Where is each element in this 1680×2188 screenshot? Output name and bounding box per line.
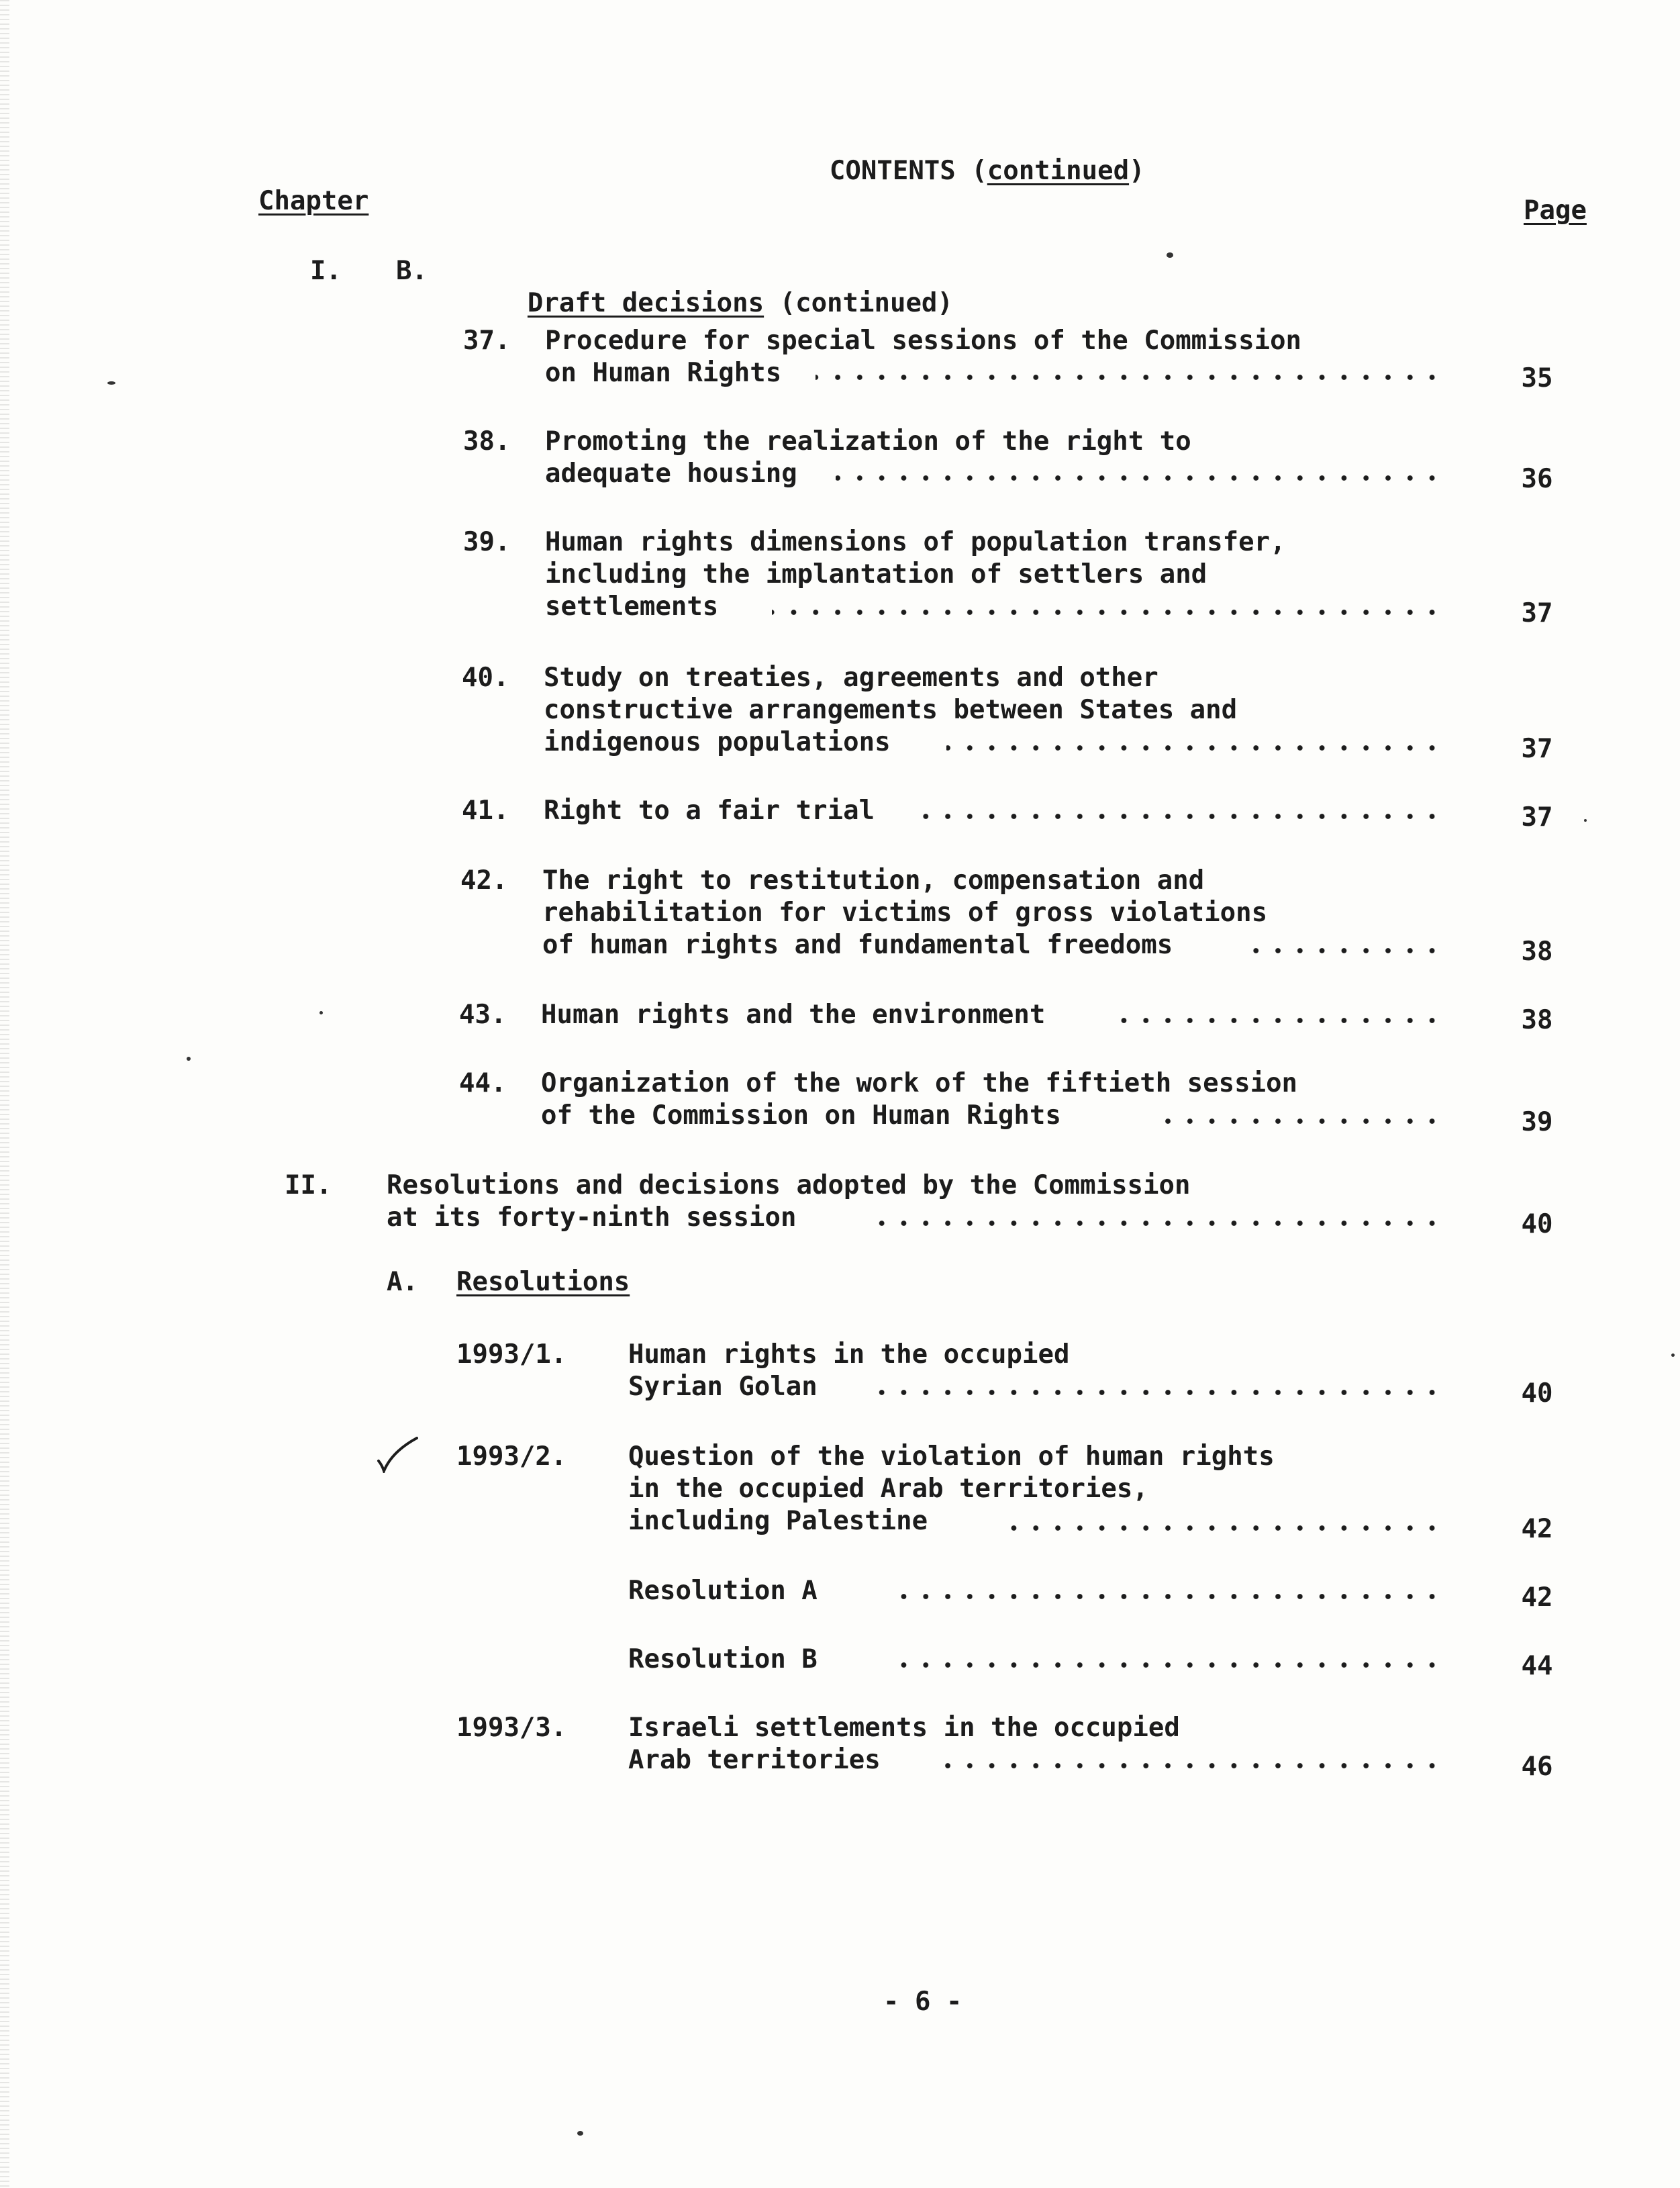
- dot-leader: [1161, 1114, 1443, 1128]
- entry-title-line: Human rights dimensions of population transfer,: [545, 527, 1286, 557]
- entry-title-line: Study on treaties, agreements and other: [544, 663, 1158, 693]
- chapter-two-page-number: 40: [1521, 1209, 1553, 1239]
- scan-speck: [1584, 819, 1587, 822]
- resolution-page-number: 40: [1521, 1378, 1553, 1409]
- entry-number: 40.: [462, 663, 509, 693]
- entry-number: 37.: [463, 326, 511, 356]
- scan-edge-noise: [0, 0, 9, 2188]
- resolution-title-line: Syrian Golan: [628, 1372, 818, 1402]
- entry-page-number: 36: [1521, 464, 1553, 494]
- dot-leader: [940, 1759, 1443, 1772]
- entry-number: 41.: [462, 796, 509, 826]
- page-title: [767, 123, 1145, 220]
- entry-title-line: constructive arrangements between States and: [544, 695, 1238, 725]
- entry-title-line: Procedure for special sessions of the Commission: [545, 326, 1302, 356]
- chapter-two-roman: II.: [285, 1170, 332, 1200]
- entry-title-line: The right to restitution, compensation and: [542, 865, 1205, 896]
- resolution-number: 1993/3.: [456, 1713, 567, 1743]
- chapter-one-roman: I.: [310, 256, 342, 286]
- title-continued: continued: [987, 156, 1130, 186]
- entry-page-number: 38: [1521, 937, 1553, 967]
- resolutions-section-letter: A.: [387, 1267, 418, 1297]
- scan-speck: [1167, 252, 1173, 258]
- draft-decisions-heading: Draft decisions: [527, 288, 764, 318]
- page-column-label: Page: [1524, 195, 1587, 226]
- resolution-page-number: 42: [1521, 1582, 1553, 1613]
- dot-leader: [946, 741, 1443, 755]
- dot-leader: [866, 1386, 1443, 1399]
- resolution-title-line: Resolution A: [628, 1576, 818, 1606]
- scan-speck: [107, 381, 115, 385]
- dot-leader: [816, 371, 1443, 384]
- entry-title-line: Human rights and the environment: [541, 1000, 1046, 1030]
- entry-title-line: rehabilitation for victims of gross violations: [542, 898, 1268, 928]
- title-prefix: CONTENTS (: [829, 156, 987, 186]
- entry-number: 39.: [463, 527, 511, 557]
- handwritten-check-mark: [376, 1435, 419, 1473]
- resolution-page-number: 46: [1521, 1752, 1553, 1782]
- dot-leader: [920, 810, 1443, 823]
- dot-leader: [899, 1590, 1443, 1603]
- draft-decisions-continued: (continued): [779, 288, 953, 318]
- entry-title-line: indigenous populations: [544, 727, 891, 757]
- entry-title-line: settlements: [545, 591, 719, 622]
- resolution-number: 1993/2.: [456, 1441, 567, 1472]
- dot-leader: [1114, 1014, 1443, 1027]
- entry-title-line: adequate housing: [545, 459, 797, 489]
- resolution-page-number: 44: [1521, 1651, 1553, 1681]
- entry-title-line: of the Commission on Human Rights: [541, 1100, 1061, 1131]
- entry-title-line: Promoting the realization of the right to: [545, 426, 1191, 457]
- entry-number: 44.: [459, 1068, 507, 1098]
- resolution-title-line: Resolution B: [628, 1644, 818, 1674]
- entry-page-number: 38: [1521, 1005, 1553, 1035]
- scan-speck: [577, 2131, 583, 2136]
- resolution-title-line: including Palestine: [628, 1506, 928, 1536]
- scan-speck: [187, 1057, 191, 1061]
- chapter-column-label: Chapter: [258, 186, 369, 216]
- entry-title-line: including the implantation of settlers and: [545, 559, 1207, 589]
- chapter-one-section: B.: [396, 256, 428, 286]
- chapter-two-title-line: at its forty-ninth session: [387, 1202, 797, 1233]
- entry-number: 43.: [459, 1000, 507, 1030]
- resolution-title-line: in the occupied Arab territories,: [628, 1474, 1148, 1504]
- dot-leader: [772, 606, 1443, 619]
- footer-page-number: - 6 -: [883, 1987, 962, 2017]
- entry-title-line: Right to a fair trial: [544, 796, 875, 826]
- entry-page-number: 37: [1521, 802, 1553, 833]
- entry-number: 42.: [460, 865, 508, 896]
- resolution-title-line: Human rights in the occupied: [628, 1339, 1070, 1370]
- entry-title-line: of human rights and fundamental freedoms: [542, 930, 1173, 960]
- entry-page-number: 39: [1521, 1107, 1553, 1137]
- title-suffix: ): [1129, 156, 1145, 186]
- entry-title-line: on Human Rights: [545, 358, 782, 388]
- resolution-page-number: 42: [1521, 1514, 1553, 1544]
- scan-speck: [319, 1011, 323, 1014]
- dot-leader: [1248, 944, 1443, 957]
- entry-number: 38.: [463, 426, 511, 457]
- resolution-title-line: Arab territories: [628, 1745, 881, 1775]
- resolution-number: 1993/1.: [456, 1339, 567, 1370]
- entry-title-line: Organization of the work of the fiftieth session: [541, 1068, 1298, 1098]
- scan-speck: [1671, 1353, 1675, 1357]
- resolutions-heading: Resolutions: [456, 1267, 630, 1297]
- chapter-two-title-line: Resolutions and decisions adopted by the Commission: [387, 1170, 1191, 1200]
- dot-leader: [836, 471, 1443, 485]
- entry-page-number: 37: [1521, 598, 1553, 628]
- resolution-title-line: Question of the violation of human rights: [628, 1441, 1275, 1472]
- entry-page-number: 35: [1521, 363, 1553, 393]
- entry-page-number: 37: [1521, 734, 1553, 764]
- dot-leader: [869, 1217, 1443, 1230]
- dot-leader: [899, 1658, 1443, 1672]
- resolution-title-line: Israeli settlements in the occupied: [628, 1713, 1180, 1743]
- dot-leader: [1007, 1521, 1443, 1535]
